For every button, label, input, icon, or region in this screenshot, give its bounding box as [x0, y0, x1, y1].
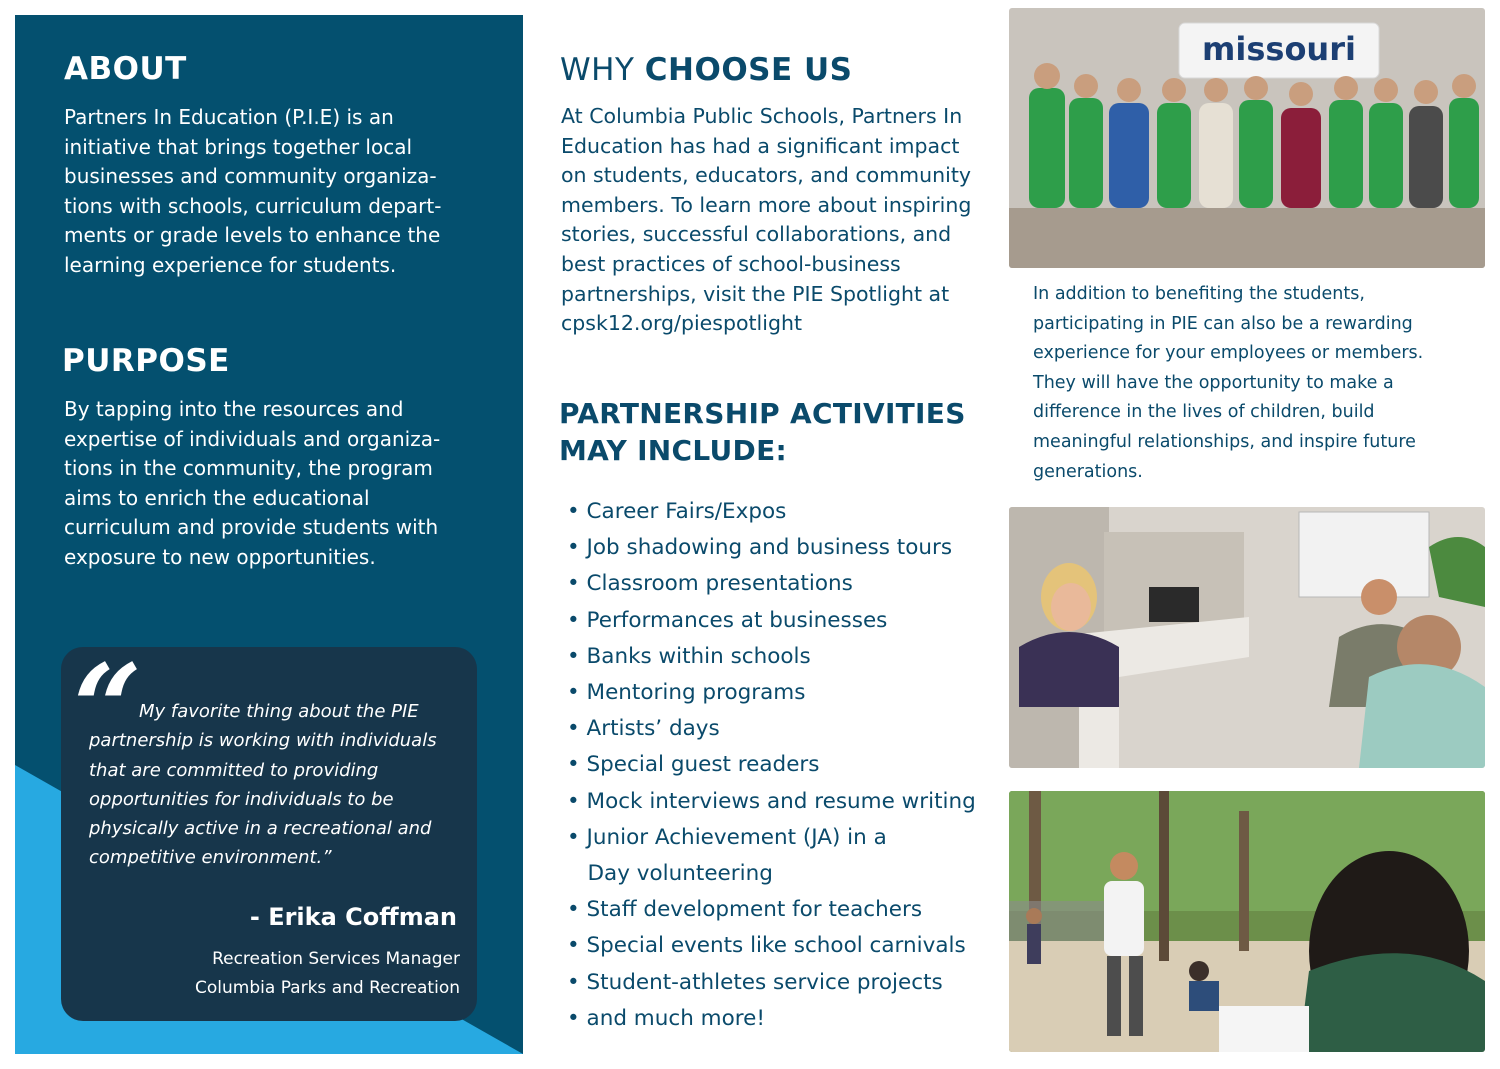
missouri-sign: missouri: [1202, 30, 1356, 68]
purpose-heading: PURPOSE: [62, 343, 230, 379]
list-item: • and much more!: [567, 1005, 765, 1031]
why-choose-us-text: At Columbia Public Schools, Partners In Education has had a significant impact on students, educators, and community members. To learn more about inspiring stories, successful collaborations, and best practices of school-business partnerships, visit the PIE Spotlight at cpsk12.org/piespotlight: [561, 104, 972, 336]
quote-role: Recreation Services Manager Columbia Parks and Recreation: [195, 949, 460, 998]
quote-mark-icon: “: [73, 638, 143, 779]
list-item: • Performances at businesses: [567, 607, 888, 633]
group-photo: [1009, 8, 1485, 268]
list-item: • Staff development for teachers: [567, 897, 923, 923]
quote-text: My favorite thing about the PIE partnership is working with individuals that are committed to providing opportunities for individuals to be physically active in a recreational and competitive environment.”: [89, 701, 437, 869]
purpose-text: By tapping into the resources and expertise of individuals and organiza- tions in the community, the program aims to enrich the educational curriculum and provide students with exposure to new opportunities.: [64, 397, 441, 569]
list-item: • Career Fairs/Expos: [567, 499, 787, 524]
why-choose-us-heading: [560, 52, 852, 88]
list-item: • Banks within schools: [567, 643, 811, 669]
about-heading: ABOUT: [64, 51, 187, 87]
about-text: Partners In Education (P.I.E) is an initiative that brings together local businesses and community organiza- tions with schools, curriculum depart- ments or grade levels to enhance the learning experience for students.: [64, 105, 442, 277]
quote-author: - Erika Coffman: [249, 903, 457, 931]
left-panel: [15, 15, 523, 1054]
list-item: • Artists’ days: [567, 716, 720, 742]
why-heading-prefix: WHY: [560, 52, 645, 88]
office-photo: [1009, 507, 1485, 768]
list-item: • Special events like school carnivals: [567, 933, 966, 959]
list-item: Day volunteering: [567, 861, 773, 887]
quote-box: [61, 638, 477, 1021]
list-item: • Special guest readers: [567, 752, 820, 778]
list-item: • Student-athletes service projects: [567, 969, 943, 995]
activity-list: [567, 494, 976, 1037]
list-item: • Mock interviews and resume writing: [567, 788, 976, 814]
why-heading-bold: CHOOSE US: [644, 52, 853, 88]
list-item: • Job shadowing and business tours: [567, 535, 953, 561]
activities-heading: PARTNERSHIP ACTIVITIES MAY INCLUDE:: [559, 397, 966, 467]
list-item: • Mentoring programs: [567, 680, 806, 706]
benefits-text: In addition to benefiting the students, participating in PIE can also be a rewarding experience for your employees or members. They will have the opportunity to make a difference in the lives of children, build meaningful relationships, and inspire future generations.: [1033, 284, 1424, 482]
outdoor-photo: [1009, 791, 1485, 1052]
list-item: • Classroom presentations: [567, 571, 853, 597]
list-item: • Junior Achievement (JA) in a: [567, 824, 887, 850]
